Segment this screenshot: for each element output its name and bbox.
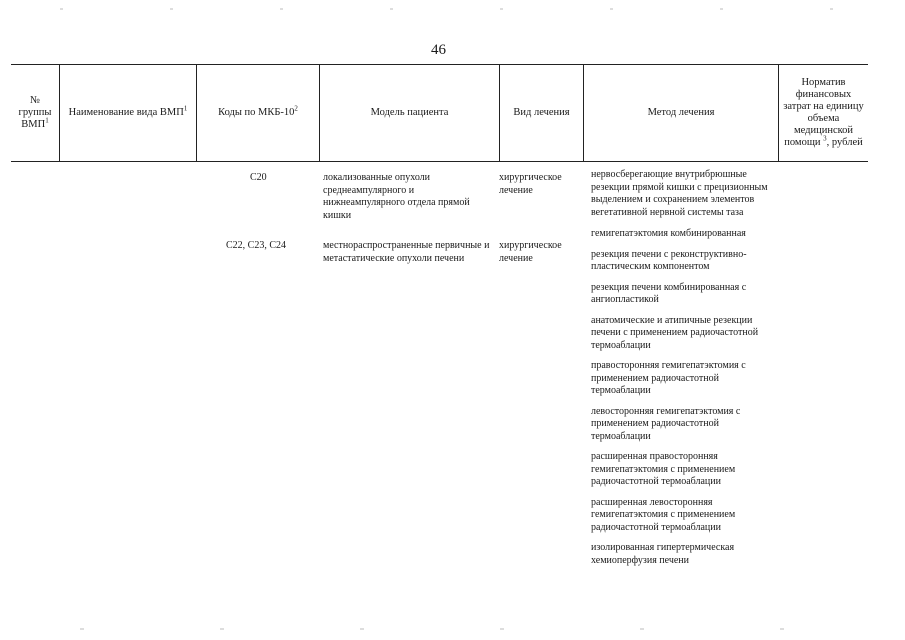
row2-codes: C22, C23, C24 [226,240,287,251]
method-item: резекция печени комбинированная с ангиопластикой [591,281,747,305]
method-item: расширенная правосторонняя гемигепатэктомия с применением радиочастотной термоаблации [591,451,736,487]
header-patient-model: Модель пациента [370,107,449,118]
header-vmp-name [60,65,196,161]
row2-patient-model: местнораспространенные первичные и метастатические опухоли печени [323,240,490,264]
scan-artifact-top [0,8,905,10]
header-icd-codes-text: Коды по МКБ-10 [218,107,295,118]
method-item: нервосберегающие внутрибрюшные резекции прямой кишки с прецизионным выделением и сохранением элементов вегетативной нервной системы таза [591,169,768,218]
header-group-no-footnote: 1 [45,116,49,125]
header-icd-codes-footnote: 2 [294,104,298,113]
method-item: правосторонняя гемигепатэктомия с применением радиочастотной термоаблации [591,360,746,396]
method-item: расширенная левосторонняя гемигепатэктомия с применением радиочастотной термоаблации [591,496,736,533]
row2-treatment-type: хирургическое лечение [499,240,562,264]
page-number: 46 [431,42,446,58]
header-treatment-method: Метод лечения [647,107,715,118]
row1-treatment-type: хирургическое лечение [499,172,562,196]
header-cost-norm-footnote: 3 [823,134,827,143]
header-group-no [11,65,59,161]
header-cost-norm-text: Норматив финансовых затрат на единицу объема медицинской помощи [783,77,864,148]
header-vmp-name-text: Наименование вида ВМП [68,107,184,118]
header-cost-norm [779,65,868,161]
scan-artifact-bottom [0,628,905,630]
row1-patient-model: локализованные опухоли среднеампулярного и нижнеампулярного отдела прямой кишки [323,172,470,221]
method-item: резекция печени с реконструктивно-пластическим компонентом [591,248,747,272]
method-item: гемигепатэктомия комбинированная [591,228,746,239]
row1-codes: C20 [250,172,267,183]
header-cost-norm-unit: , рублей [826,137,863,148]
header-vmp-name-footnote: 1 [183,104,188,113]
header-group-no-text: № группы ВМП [18,95,52,130]
table-header [11,64,868,162]
treatment-methods [591,169,776,575]
header-icd-codes [197,65,319,161]
method-item: изолированная гипертермическая хемиоперфузия печени [591,542,735,566]
method-item: левосторонняя гемигепатэктомия с применением радиочастотной термоаблации [591,405,741,442]
header-treatment-type: Вид лечения [513,107,570,118]
method-item: анатомические и атипичные резекции печени с применением радиочастотной термоаблации [591,314,759,351]
